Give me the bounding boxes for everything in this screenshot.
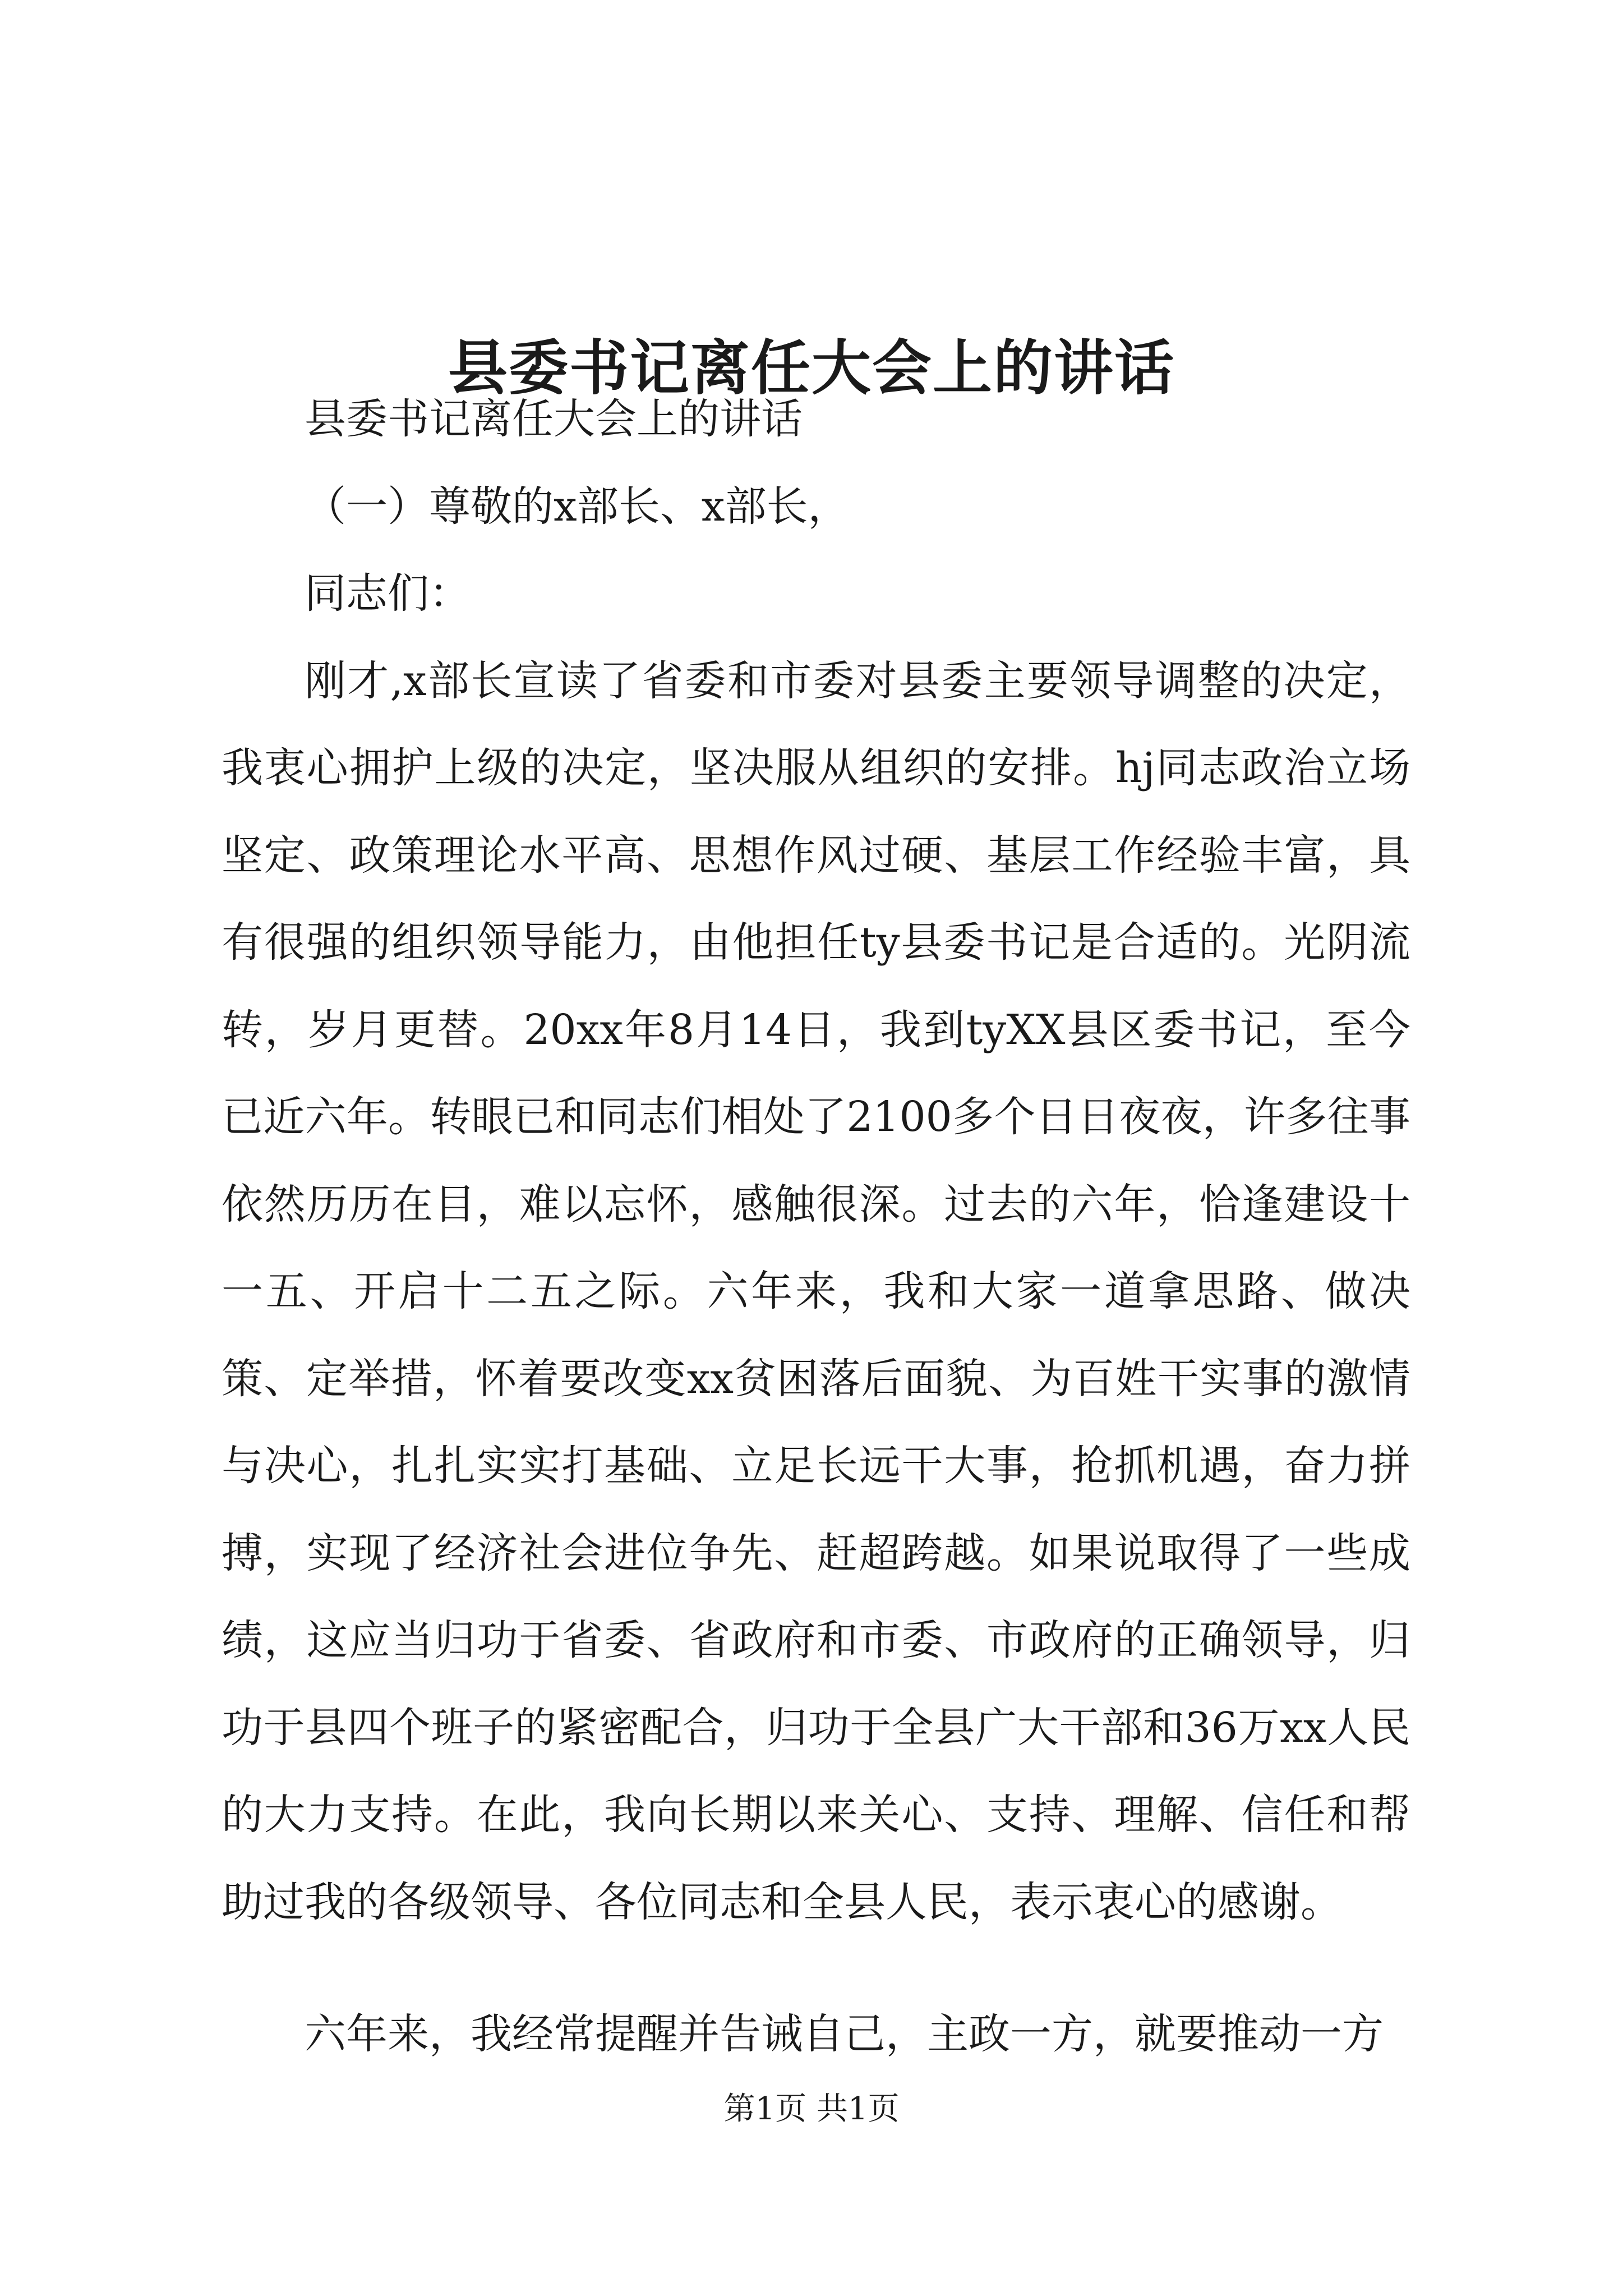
document-title: 县委书记离任大会上的讲话	[448, 333, 1175, 403]
paragraph-continuation: 六年来，我经常提醒并告诫自己，主政一方，就要推动一方	[305, 2010, 1384, 2058]
paragraph-salutation-2: 同志们：	[305, 569, 471, 618]
paragraph-salutation-1: （一）尊敬的x部长、x部长，	[305, 482, 850, 531]
document-body	[222, 376, 1410, 2078]
page-footer: 第1页 共1页	[723, 2091, 900, 2127]
paragraph-heading: 县委书记离任大会上的讲话	[305, 395, 803, 443]
paragraph-main: 刚才,x部长宣读了省委和市委对县委主要领导调整的决定，我衷心拥护上级的决定，坚决服从组织的安排。hj同志政治立场坚定、政策理论水平高、思想作风过硬、基层工作经验丰富，具有很强的组织领导能力，由他担任ty县委书记是合适的。光阴流转，岁月更替。20xx年8月14日，我到tyXX县区委书记，至今已近六年。转眼已和同志们相处了2100多个日日夜夜，许多往事依然历历在目，难以忘怀，感触很深。过去的六年，恰逢建设十一五、开启十二五之际。六年来，我和大家一道拿思路、做决策、定举措，怀着要改变xx贫困落后面貌、为百姓干实事的激情与决心，扎扎实实打基础、立足长远干大事，抢抓机遇，奋力拼搏，实现了经济社会进位争先、赶超跨越。如果说取得了一些成绩，这应当归功于省委、省政府和市委、市政府的正确领导，归功于县四个班子的紧密配合，归功于全县广大干部和36万xx人民的大力支持。在此，我向长期以来关心、支持、理解、信任和帮助过我的各级领导、各位同志和全县人民，表示衷心的感谢。	[222, 656, 1410, 1926]
